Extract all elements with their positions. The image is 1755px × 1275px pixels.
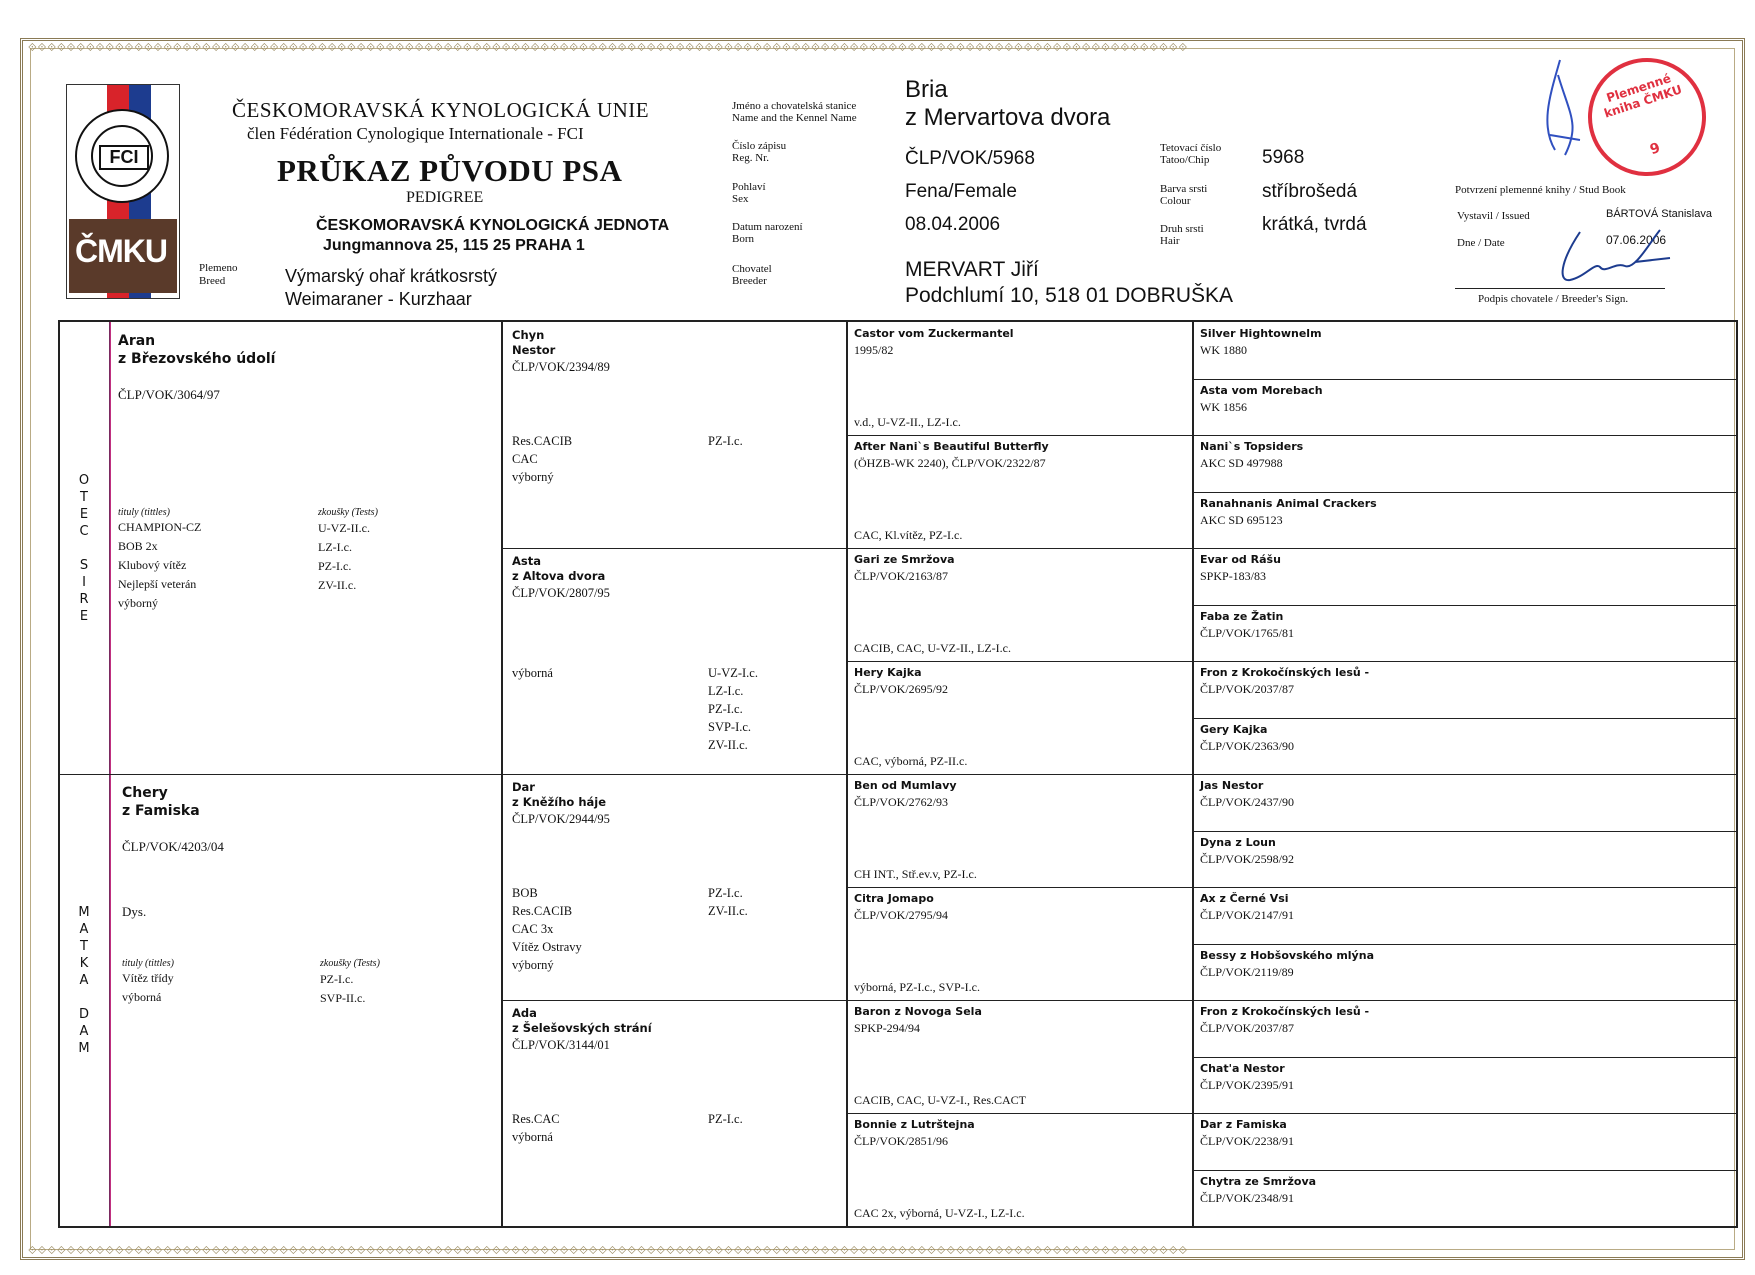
gen4-name: Faba ze Žatin (1200, 610, 1284, 623)
sire-test: ZV-II.c. (318, 578, 357, 592)
gen3-reg: ČLP/VOK/2795/94 (854, 908, 949, 922)
dog-reg: ČLP/VOK/5968 (905, 148, 1035, 169)
gen3-name: Ben od Mumlavy (854, 779, 957, 792)
breeder-signature-icon (1540, 222, 1680, 288)
gen4-cell (1200, 665, 1730, 698)
side-letter: K (79, 956, 89, 971)
gen4-name: Dar z Famiska (1200, 1118, 1287, 1131)
gen4-cell (1200, 552, 1730, 585)
gen4-divider (1193, 492, 1736, 493)
gen2-title: Res.CACIB (512, 434, 573, 448)
side-letter: A (79, 973, 89, 988)
stamp-text: Plemenné kniha ČMKU (1602, 71, 1684, 121)
gen4-cell (1200, 1117, 1730, 1150)
gen4-reg: ČLP/VOK/2363/90 (1200, 739, 1295, 753)
gen3-divider (847, 774, 1192, 775)
sire-titles-label: tituly (tittles) (118, 507, 170, 518)
sire-title: BOB 2x (118, 539, 158, 553)
gen2-name: Dar (512, 780, 535, 794)
gen4-reg: SPKP-183/83 (1200, 569, 1267, 583)
sire-kennel: z Březovského údolí (118, 351, 276, 367)
issued-label: Vystavil / Issued (1457, 210, 1530, 222)
gen2-title: Res.CAC (512, 1112, 560, 1126)
gen4-divider (1193, 774, 1736, 775)
gen4-divider (1193, 944, 1736, 945)
gen3-cell (854, 552, 1188, 657)
gen4-cell (1200, 948, 1730, 981)
gen2-test: ZV-II.c. (708, 738, 748, 752)
side-letter (74, 989, 94, 1006)
gen2-title: BOB (512, 886, 538, 900)
gen3-cell (854, 778, 1188, 883)
gen4-cell (1200, 1061, 1730, 1094)
gen2-title: CAC (512, 452, 538, 466)
sire-cell (118, 332, 498, 610)
gen2-test: ZV-II.c. (708, 904, 748, 918)
gen2-kennel: z Šelešovských strání (512, 1021, 652, 1035)
gen3-divider (847, 1113, 1192, 1114)
side-letter: E (79, 507, 89, 522)
gen3-note: CAC, výborná, PZ-II.c. (854, 754, 968, 768)
gen2-tests (708, 1110, 743, 1128)
gen2-tests (708, 664, 758, 754)
side-letter: T (80, 939, 88, 954)
gen2-test: PZ-I.c. (708, 886, 743, 900)
gen3-divider (847, 435, 1192, 436)
gen4-divider (1193, 1000, 1736, 1001)
gen3-cell (854, 1117, 1188, 1222)
gen4-reg: ČLP/VOK/2037/87 (1200, 682, 1295, 696)
side-letter: S (79, 558, 89, 573)
gen3-note: CH INT., Stř.ev.v, PZ-I.c. (854, 867, 977, 881)
gen4-name: Ax z Černé Vsi (1200, 892, 1289, 905)
dam-test: SVP-II.c. (320, 991, 366, 1005)
gen2-reg: ČLP/VOK/2394/89 (512, 360, 610, 374)
label-sex: Pohlaví Sex (732, 181, 766, 205)
sire-title: Nejlepší veterán (118, 577, 197, 591)
breeder-address: Podchlumí 10, 518 01 DOBRUŠKA (905, 284, 1234, 307)
label-tattoo: Tetovací číslo Tatoo/Chip (1160, 142, 1222, 166)
gen2-cell (512, 780, 838, 995)
gen3-name: Baron z Novoga Sela (854, 1005, 982, 1018)
dam-tests (320, 970, 365, 1008)
gen3-cell (854, 665, 1188, 770)
issued-date: 07.06.2006 (1606, 233, 1667, 247)
sire-test: U-VZ-II.c. (318, 521, 370, 535)
sire-title: CHAMPION-CZ (118, 520, 202, 534)
gen4-reg: ČLP/VOK/2119/89 (1200, 965, 1294, 979)
dam-title: Vítěz třídy (122, 971, 174, 985)
dog-hair: krátká, tvrdá (1262, 214, 1367, 235)
side-letter: A (79, 922, 89, 937)
gen3-note: v.d., U-VZ-II., LZ-I.c. (854, 415, 961, 429)
gen2-tests (708, 884, 748, 920)
gen3-reg: 1995/82 (854, 343, 894, 357)
side-letter (74, 540, 94, 557)
gen2-kennel: z Altova dvora (512, 569, 606, 583)
gen4-divider (1193, 605, 1736, 606)
sire-title: Klubový vítěz (118, 558, 187, 572)
breed-label: Plemeno Breed (199, 262, 238, 287)
gen4-divider (1193, 718, 1736, 719)
gen3-divider (847, 548, 1192, 549)
gen2-kennel: z Kněžího háje (512, 795, 607, 809)
gen4-divider (1193, 379, 1736, 380)
gen3-reg: SPKP-294/94 (854, 1021, 921, 1035)
gen3-name: Citra Jomapo (854, 892, 934, 905)
gen4-name: Nani`s Topsiders (1200, 440, 1304, 453)
gen4-name: Gery Kajka (1200, 723, 1268, 736)
gen4-cell (1200, 383, 1730, 416)
gen2-cell (512, 1006, 838, 1221)
gen4-name: Silver Hightownelm (1200, 327, 1322, 340)
issuer: ČESKOMORAVSKÁ KYNOLOGICKÁ JEDNOTA (316, 217, 670, 234)
gen2-test: U-VZ-I.c. (708, 666, 758, 680)
gen4-name: Dyna z Loun (1200, 836, 1276, 849)
gen4-reg: WK 1856 (1200, 400, 1247, 414)
issuer-address: Jungmannova 25, 115 25 PRAHA 1 (323, 237, 585, 254)
gen4-cell (1200, 609, 1730, 642)
fci-text: FCI (99, 145, 149, 170)
gen2-kennel: Nestor (512, 343, 556, 357)
studbook-confirm: Potvrzení plemenné knihy / Stud Book (1455, 184, 1626, 196)
ornament-bottom: ⟐⟐⟐⟐⟐⟐⟐⟐⟐⟐⟐⟐⟐⟐⟐⟐⟐⟐⟐⟐⟐⟐⟐⟐⟐⟐⟐⟐⟐⟐⟐⟐⟐⟐⟐⟐⟐⟐⟐⟐⟐⟐⟐⟐⟐⟐⟐⟐⟐⟐⟐⟐⟐⟐⟐⟐⟐⟐⟐⟐⟐⟐⟐⟐⟐⟐⟐⟐⟐⟐⟐⟐⟐⟐⟐⟐⟐⟐⟐⟐⟐⟐⟐⟐⟐⟐⟐⟐⟐⟐⟐⟐⟐⟐⟐⟐⟐⟐⟐⟐⟐⟐⟐⟐⟐⟐⟐⟐⟐⟐⟐⟐⟐⟐⟐⟐⟐⟐⟐⟐ (28, 1245, 1189, 1257)
gen3-name: Bonnie z Lutrštejna (854, 1118, 975, 1131)
gen2-titles (512, 1110, 560, 1146)
dam-cell (122, 784, 492, 1005)
gen3-name: Hery Kajka (854, 666, 922, 679)
gen2-title: výborná (512, 1130, 553, 1144)
breeder-sign-label: Podpis chovatele / Breeder's Sign. (1478, 293, 1629, 305)
sire-reg: ČLP/VOK/3064/97 (118, 387, 220, 402)
doc-subtitle: PEDIGREE (406, 189, 484, 206)
gen4-name: Ranahnanis Animal Crackers (1200, 497, 1377, 510)
gen2-reg: ČLP/VOK/3144/01 (512, 1038, 610, 1052)
side-letter: E (79, 609, 89, 624)
sire-title: výborný (118, 596, 158, 610)
sire-side-label (74, 472, 94, 625)
gen3-cell (854, 1004, 1188, 1109)
gen4-cell (1200, 778, 1730, 811)
dam-name: Chery (122, 785, 168, 801)
gen2-name: Chyn (512, 328, 545, 342)
gen3-cell (854, 439, 1188, 544)
dam-reg: ČLP/VOK/4203/04 (122, 839, 224, 854)
gen4-reg: ČLP/VOK/2348/91 (1200, 1191, 1295, 1205)
pedigree-table (58, 320, 1738, 1228)
gen4-cell (1200, 835, 1730, 868)
date-label: Dne / Date (1457, 237, 1505, 249)
cmku-text: ČMKU (75, 233, 167, 269)
gen4-divider (1193, 887, 1736, 888)
gen3-name: After Nani`s Beautiful Butterfly (854, 440, 1049, 453)
gen2-test: PZ-I.c. (708, 434, 743, 448)
gen4-reg: ČLP/VOK/2238/91 (1200, 1134, 1295, 1148)
gen3-divider (847, 661, 1192, 662)
dam-side-label (74, 904, 94, 1057)
gen3-name: Castor vom Zuckermantel (854, 327, 1014, 340)
gen4-reg: WK 1880 (1200, 343, 1247, 357)
gen4-reg: AKC SD 695123 (1200, 513, 1283, 527)
breed-cz: Výmarský ohař krátkosrstý (285, 266, 498, 286)
gen4-cell (1200, 1174, 1730, 1207)
dam-kennel: z Famiska (122, 803, 200, 819)
sire-tests-label: zkoušky (Tests) (318, 507, 378, 518)
sire-test: LZ-I.c. (318, 540, 352, 554)
gen3-note: CAC, Kl.vítěz, PZ-I.c. (854, 528, 963, 542)
ornament-top: ⟐⟐⟐⟐⟐⟐⟐⟐⟐⟐⟐⟐⟐⟐⟐⟐⟐⟐⟐⟐⟐⟐⟐⟐⟐⟐⟐⟐⟐⟐⟐⟐⟐⟐⟐⟐⟐⟐⟐⟐⟐⟐⟐⟐⟐⟐⟐⟐⟐⟐⟐⟐⟐⟐⟐⟐⟐⟐⟐⟐⟐⟐⟐⟐⟐⟐⟐⟐⟐⟐⟐⟐⟐⟐⟐⟐⟐⟐⟐⟐⟐⟐⟐⟐⟐⟐⟐⟐⟐⟐⟐⟐⟐⟐⟐⟐⟐⟐⟐⟐⟐⟐⟐⟐⟐⟐⟐⟐⟐⟐⟐⟐⟐⟐⟐⟐⟐⟐⟐⟐ (28, 42, 1189, 54)
breed-de: Weimaraner - Kurzhaar (285, 289, 472, 309)
gen4-reg: ČLP/VOK/2147/91 (1200, 908, 1295, 922)
gen3-reg: ČLP/VOK/2163/87 (854, 569, 949, 583)
side-letter: M (78, 905, 90, 920)
gen3-reg: (ÖHZB-WK 2240), ČLP/VOK/2322/87 (854, 456, 1046, 470)
dog-sex: Fena/Female (905, 181, 1017, 202)
gen3-cell (854, 326, 1188, 431)
gen4-name: Fron z Krokočínských lesů - (1200, 1005, 1370, 1018)
dam-titles (122, 969, 482, 1007)
gen4-reg: ČLP/VOK/2037/87 (1200, 1021, 1295, 1035)
gen3-divider (847, 887, 1192, 888)
sire-dam-divider (60, 774, 502, 775)
label-born: Datum narození Born (732, 221, 803, 245)
gen4-name: Asta vom Morebach (1200, 384, 1323, 397)
gen2-test: SVP-I.c. (708, 720, 752, 734)
gen2-test: LZ-I.c. (708, 684, 744, 698)
gen2-test: PZ-I.c. (708, 702, 743, 716)
gen3-divider (847, 1000, 1192, 1001)
side-letter: R (79, 592, 89, 607)
gen2-title: výborný (512, 958, 554, 972)
breeder-sign-line (1455, 288, 1665, 289)
sire-tests (318, 519, 370, 595)
gen4-divider (1193, 548, 1736, 549)
gen4-cell (1200, 326, 1730, 359)
side-letter: C (79, 524, 89, 539)
gen3-name: Gari ze Smržova (854, 553, 955, 566)
gen2-reg: ČLP/VOK/2807/95 (512, 586, 610, 600)
gen4-reg: ČLP/VOK/2437/90 (1200, 795, 1295, 809)
dog-kennel: z Mervartova dvora (905, 104, 1111, 131)
gen4-cell (1200, 1004, 1730, 1037)
org-name: ČESKOMORAVSKÁ KYNOLOGICKÁ UNIE (232, 98, 650, 122)
side-letter: D (78, 1007, 89, 1022)
gen4-name: Chat'a Nestor (1200, 1062, 1285, 1075)
gen4-divider (1193, 1170, 1736, 1171)
stamp-number: 9 (1648, 139, 1663, 159)
side-letter: M (78, 1041, 90, 1056)
gen4-divider (1193, 831, 1736, 832)
dog-tattoo: 5968 (1262, 147, 1305, 168)
dam-title: výborná (122, 990, 162, 1004)
gen2-title: CAC 3x (512, 922, 554, 936)
gen3-note: CACIB, CAC, U-VZ-II., LZ-I.c. (854, 641, 1011, 655)
gen4-cell (1200, 496, 1730, 529)
gen3-reg: ČLP/VOK/2851/96 (854, 1134, 949, 1148)
gen2-title: Vítěz Ostravy (512, 940, 582, 954)
gen4-reg: ČLP/VOK/1765/81 (1200, 626, 1295, 640)
gen2-test: PZ-I.c. (708, 1112, 743, 1126)
gen2-titles (512, 664, 553, 682)
dog-name: Bria (905, 76, 948, 103)
dog-colour: stříbrošedá (1262, 181, 1358, 202)
gen3-note: výborná, PZ-I.c., SVP-I.c. (854, 980, 980, 994)
gen2-title: výborný (512, 470, 554, 484)
gen3-note: CACIB, CAC, U-VZ-I., Res.CACT (854, 1093, 1027, 1107)
gen2-titles (512, 432, 572, 486)
gen3-cell (854, 891, 1188, 996)
breeder-name: MERVART Jiří (905, 258, 1039, 281)
gen2-titles (512, 884, 582, 974)
doc-title: PRŮKAZ PŮVODU PSA (277, 153, 623, 188)
gen4-name: Jas Nestor (1200, 779, 1264, 792)
gen4-name: Bessy z Hobšovského mlýna (1200, 949, 1374, 962)
gen4-reg: ČLP/VOK/2395/91 (1200, 1078, 1295, 1092)
fci-cmku-logo (66, 84, 180, 299)
side-letter: I (82, 575, 86, 590)
dam-test: PZ-I.c. (320, 972, 354, 986)
gen4-divider (1193, 435, 1736, 436)
gen2-cell (512, 554, 838, 769)
gen2-title: výborná (512, 666, 553, 680)
label-breeder: Chovatel Breeder (732, 263, 772, 287)
cmku-logo (69, 219, 177, 293)
dam-titles-label: tituly (tittles) (122, 958, 174, 969)
gen4-divider (1193, 1057, 1736, 1058)
gen3-reg: ČLP/VOK/2695/92 (854, 682, 949, 696)
fci-member: člen Fédération Cynologique Internationale - FCI (247, 124, 584, 143)
gen4-reg: ČLP/VOK/2598/92 (1200, 852, 1295, 866)
gen2-reg: ČLP/VOK/2944/95 (512, 812, 610, 826)
gen4-reg: AKC SD 497988 (1200, 456, 1283, 470)
label-name: Jméno a chovatelská stanice Name and the Kennel Name (732, 100, 857, 124)
dam-tests-label: zkoušky (Tests) (320, 958, 380, 969)
gen3-note: CAC 2x, výborná, U-VZ-I., LZ-I.c. (854, 1206, 1025, 1220)
fci-globe-icon (75, 109, 169, 203)
gen4-divider (1193, 661, 1736, 662)
gen4-divider (1193, 1113, 1736, 1114)
gen3-reg: ČLP/VOK/2762/93 (854, 795, 949, 809)
gen4-cell (1200, 439, 1730, 472)
gen4-cell (1200, 722, 1730, 755)
gen2-cell (512, 328, 838, 543)
label-hair: Druh srsti Hair (1160, 223, 1204, 247)
gen4-name: Fron z Krokočínských lesů - (1200, 666, 1370, 679)
sire-titles (118, 518, 478, 613)
dog-born: 08.04.2006 (905, 214, 1001, 235)
dam-dys: Dys. (122, 904, 147, 919)
signature-icon (1520, 55, 1600, 165)
side-letter: A (79, 1024, 89, 1039)
gen4-name: Chytra ze Smržova (1200, 1175, 1317, 1188)
gen4-name: Evar od Rášu (1200, 553, 1281, 566)
gen4-cell (1200, 891, 1730, 924)
gen2-name: Ada (512, 1006, 537, 1020)
gen2-title: Res.CACIB (512, 904, 573, 918)
issued-by: BÁRTOVÁ Stanislava (1606, 208, 1712, 220)
side-letter: O (78, 473, 90, 488)
sire-test: PZ-I.c. (318, 559, 352, 573)
side-letter: T (80, 490, 88, 505)
gen2-name: Asta (512, 554, 542, 568)
label-reg: Číslo zápisu Reg. Nr. (732, 140, 787, 164)
sire-name: Aran (118, 333, 156, 349)
gen2-tests (708, 432, 743, 450)
label-colour: Barva srsti Colour (1160, 183, 1208, 207)
